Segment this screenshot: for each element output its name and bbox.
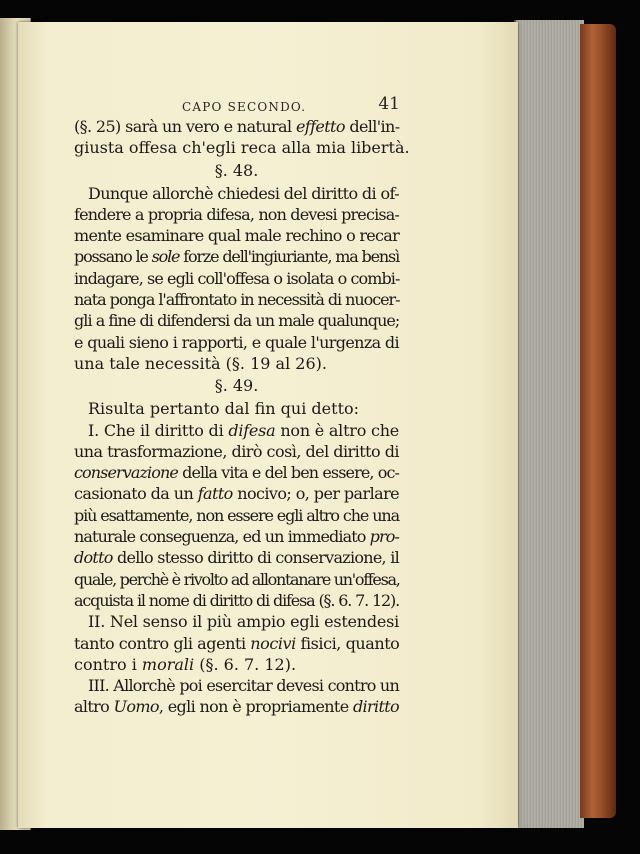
text-line: giusta offesa ch'egli reca alla mia libertà.: [74, 138, 410, 158]
body-text: [74, 116, 410, 718]
text-line: altro Uomo, egli non è propriamente diritto: [74, 697, 400, 717]
text-line: contro i morali (§. 6. 7. 12).: [74, 654, 297, 674]
text-line: quale, perchè è rivolto ad allontanare un'offesa,: [74, 569, 400, 589]
running-title: CAPO SECONDO.: [182, 100, 307, 114]
page-header: [74, 94, 404, 116]
text-line: I. Che il diritto di difesa non è altro che: [88, 420, 400, 440]
text-line: una tale necessità (§. 19 al 26).: [74, 353, 327, 373]
page-number: 41: [378, 94, 400, 114]
section-heading: §. 48.: [214, 160, 259, 180]
text-line: indagare, se egli coll'offesa o isolata o combi-: [74, 268, 400, 288]
text-line: II. Nel senso il più ampio egli estendesi: [88, 612, 399, 632]
text-line: una trasformazione, dirò così, del diritto di: [74, 441, 399, 461]
text-line: (§. 25) sarà un vero e natural effetto dell'in-: [74, 117, 400, 136]
text-line: e quali sieno i rapporti, e quale l'urgenza di: [74, 332, 399, 352]
text-line: fendere a propria difesa, non devesi precisa-: [74, 204, 399, 224]
text-line: mente esaminare qual male rechino o recar: [74, 226, 399, 246]
text-line: Dunque allorchè chiedesi del diritto di of-: [88, 183, 400, 203]
text-line: naturale conseguenza, ed un immediato pro-: [74, 527, 399, 547]
text-line: dotto dello stesso diritto di conservazione, il: [74, 548, 400, 568]
text-line: tanto contro gli agenti nocivi fisici, quanto: [74, 633, 400, 653]
book-cover: [580, 24, 616, 818]
text-line: casionato da un fatto nocivo; o, per parlare: [74, 484, 400, 504]
text-line: acquista il nome di diritto di difesa (§. 6. 7. 12).: [74, 590, 399, 610]
text-line: conservazione della vita e del ben essere, oc-: [74, 463, 399, 483]
section-heading: §. 49.: [214, 376, 259, 396]
text-line: più esattamente, non essere egli altro che una: [74, 505, 399, 525]
text-line: III. Allorchè poi esercitar devesi contro un: [88, 676, 399, 696]
page-stack-edge: [514, 20, 584, 828]
text-line: nata ponga l'affrontato in necessità di nuocer-: [74, 290, 400, 310]
text-line: possano le sole forze dell'ingiuriante, ma bensì: [74, 247, 400, 267]
text-line: gli a fine di difendersi da un male qualunque;: [74, 311, 400, 331]
text-line: Risulta pertanto dal fin qui detto:: [88, 399, 360, 419]
